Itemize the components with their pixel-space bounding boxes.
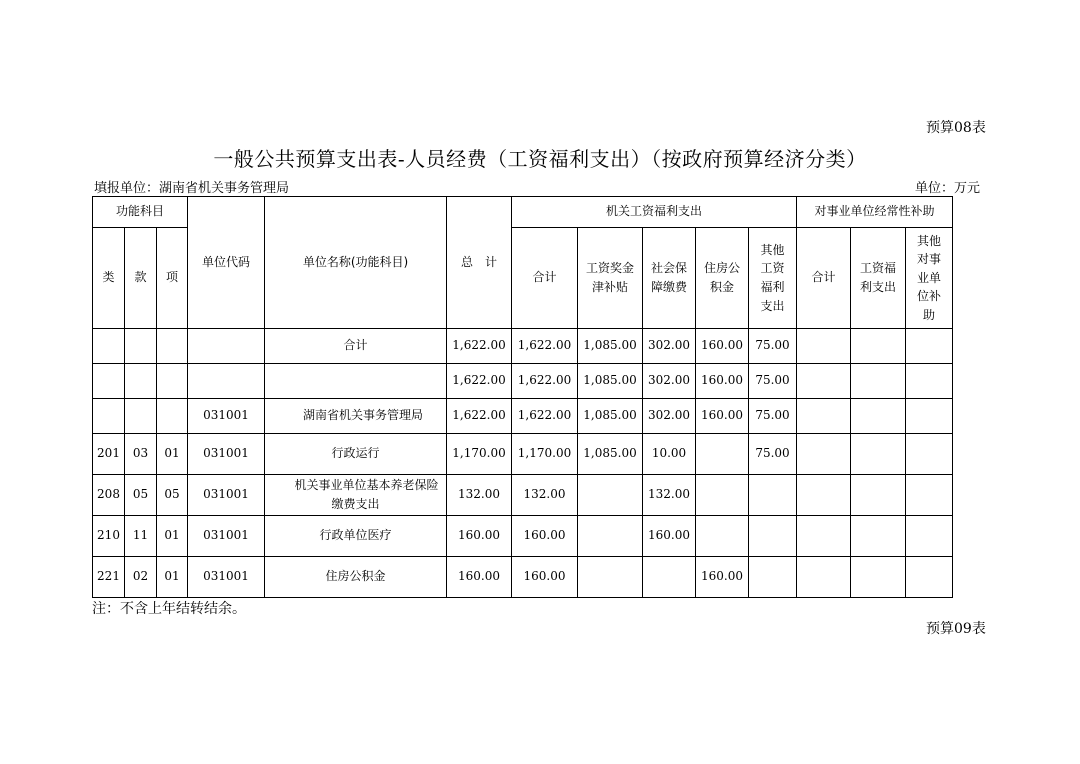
total-cell: 132.00 bbox=[447, 475, 512, 516]
organ-salary-cell: 1,085.00 bbox=[578, 399, 643, 434]
next-form-number: 预算09表 bbox=[926, 621, 986, 637]
organ-group-header: 机关工资福利支出 bbox=[512, 197, 797, 228]
lei-cell: 201 bbox=[93, 434, 125, 475]
inst-other-cell bbox=[906, 399, 953, 434]
organ-salary-cell bbox=[578, 557, 643, 598]
inst-sum-header: 合计 bbox=[797, 228, 851, 329]
organ-social-cell: 302.00 bbox=[643, 364, 696, 399]
inst-group-header: 对事业单位经常性补助 bbox=[797, 197, 953, 228]
organ-salary-cell bbox=[578, 516, 643, 557]
inst-other-header: 其他 对事 业单 位补 助 bbox=[906, 228, 953, 329]
inst-sum-cell bbox=[797, 557, 851, 598]
total-cell: 1,622.00 bbox=[447, 329, 512, 364]
organ-other-cell: 75.00 bbox=[749, 434, 797, 475]
organ-sum-cell: 1,622.00 bbox=[512, 399, 578, 434]
code-cell bbox=[188, 364, 265, 399]
name-cell: 湖南省机关事务管理局 bbox=[265, 399, 447, 434]
total-cell: 1,170.00 bbox=[447, 434, 512, 475]
kuan-cell bbox=[125, 399, 157, 434]
lei-cell: 210 bbox=[93, 516, 125, 557]
organ-other-cell bbox=[749, 557, 797, 598]
inst-sum-cell bbox=[797, 475, 851, 516]
organ-housing-cell bbox=[696, 434, 749, 475]
func-subject-header: 功能科目 bbox=[93, 197, 188, 228]
filing-unit: 填报单位：湖南省机关事务管理局 bbox=[94, 181, 290, 196]
inst-sum-cell bbox=[797, 516, 851, 557]
total-cell: 160.00 bbox=[447, 557, 512, 598]
table-row bbox=[93, 364, 953, 399]
inst-other-cell bbox=[906, 475, 953, 516]
table-row bbox=[93, 516, 953, 557]
code-cell: 031001 bbox=[188, 557, 265, 598]
inst-other-cell bbox=[906, 516, 953, 557]
xiang-cell: 01 bbox=[157, 557, 188, 598]
lei-cell: 208 bbox=[93, 475, 125, 516]
unit-code-header: 单位代码 bbox=[188, 197, 265, 329]
xiang-cell bbox=[157, 329, 188, 364]
organ-housing-cell: 160.00 bbox=[696, 399, 749, 434]
organ-other-cell: 75.00 bbox=[749, 399, 797, 434]
inst-salary-cell bbox=[851, 475, 906, 516]
organ-sum-cell: 1,622.00 bbox=[512, 329, 578, 364]
table-row bbox=[93, 399, 953, 434]
organ-housing-cell: 160.00 bbox=[696, 329, 749, 364]
code-cell: 031001 bbox=[188, 399, 265, 434]
organ-social-header: 社会保 障缴费 bbox=[643, 228, 696, 329]
footnote: 注：不含上年结转结余。 bbox=[92, 601, 246, 617]
organ-housing-cell bbox=[696, 475, 749, 516]
table-row bbox=[93, 475, 953, 516]
table-row bbox=[93, 557, 953, 598]
organ-housing-cell: 160.00 bbox=[696, 557, 749, 598]
form-number: 预算08表 bbox=[926, 120, 986, 136]
kuan-cell: 02 bbox=[125, 557, 157, 598]
inst-salary-cell bbox=[851, 434, 906, 475]
xiang-cell bbox=[157, 364, 188, 399]
kuan-cell: 05 bbox=[125, 475, 157, 516]
lei-cell bbox=[93, 399, 125, 434]
kuan-cell: 11 bbox=[125, 516, 157, 557]
inst-sum-cell bbox=[797, 364, 851, 399]
lei-cell bbox=[93, 329, 125, 364]
organ-other-header: 其他 工资 福利 支出 bbox=[749, 228, 797, 329]
currency-unit: 单位：万元 bbox=[915, 181, 981, 196]
organ-social-cell bbox=[643, 557, 696, 598]
table-row bbox=[93, 329, 953, 364]
xiang-cell: 01 bbox=[157, 434, 188, 475]
organ-salary-cell bbox=[578, 475, 643, 516]
organ-sum-cell: 132.00 bbox=[512, 475, 578, 516]
xiang-cell bbox=[157, 399, 188, 434]
inst-salary-cell bbox=[851, 399, 906, 434]
inst-sum-cell bbox=[797, 434, 851, 475]
name-cell: 行政单位医疗 bbox=[265, 516, 447, 557]
organ-other-cell bbox=[749, 475, 797, 516]
kuan-cell bbox=[125, 364, 157, 399]
xiang-header: 项 bbox=[157, 228, 188, 329]
inst-other-cell bbox=[906, 329, 953, 364]
organ-social-cell: 302.00 bbox=[643, 329, 696, 364]
organ-sum-cell: 160.00 bbox=[512, 516, 578, 557]
inst-salary-cell bbox=[851, 329, 906, 364]
inst-sum-cell bbox=[797, 399, 851, 434]
lei-header: 类 bbox=[93, 228, 125, 329]
organ-salary-header: 工资奖金 津补贴 bbox=[578, 228, 643, 329]
organ-social-cell: 302.00 bbox=[643, 399, 696, 434]
unit-name-header: 单位名称(功能科目) bbox=[265, 197, 447, 329]
total-cell: 1,622.00 bbox=[447, 399, 512, 434]
organ-other-cell: 75.00 bbox=[749, 364, 797, 399]
inst-other-cell bbox=[906, 364, 953, 399]
inst-sum-cell bbox=[797, 329, 851, 364]
organ-other-cell bbox=[749, 516, 797, 557]
inst-salary-cell bbox=[851, 516, 906, 557]
xiang-cell: 01 bbox=[157, 516, 188, 557]
code-cell bbox=[188, 329, 265, 364]
name-cell: 住房公积金 bbox=[265, 557, 447, 598]
name-cell: 机关事业单位基本养老保险缴费支出 bbox=[265, 475, 447, 516]
lei-cell bbox=[93, 364, 125, 399]
organ-sum-cell: 160.00 bbox=[512, 557, 578, 598]
code-cell: 031001 bbox=[188, 434, 265, 475]
kuan-header: 款 bbox=[125, 228, 157, 329]
name-cell: 行政运行 bbox=[265, 434, 447, 475]
xiang-cell: 05 bbox=[157, 475, 188, 516]
organ-housing-cell bbox=[696, 516, 749, 557]
inst-salary-header: 工资福 利支出 bbox=[851, 228, 906, 329]
inst-salary-cell bbox=[851, 557, 906, 598]
code-cell: 031001 bbox=[188, 475, 265, 516]
page-title: 一般公共预算支出表-人员经费（工资福利支出）（按政府预算经济分类） bbox=[213, 147, 867, 171]
organ-other-cell: 75.00 bbox=[749, 329, 797, 364]
inst-other-cell bbox=[906, 434, 953, 475]
code-cell: 031001 bbox=[188, 516, 265, 557]
organ-salary-cell: 1,085.00 bbox=[578, 329, 643, 364]
inst-other-cell bbox=[906, 557, 953, 598]
total-cell: 1,622.00 bbox=[447, 364, 512, 399]
total-header: 总 计 bbox=[447, 197, 512, 329]
name-cell: 合计 bbox=[265, 329, 447, 364]
organ-social-cell: 10.00 bbox=[643, 434, 696, 475]
kuan-cell bbox=[125, 329, 157, 364]
organ-sum-cell: 1,170.00 bbox=[512, 434, 578, 475]
organ-social-cell: 132.00 bbox=[643, 475, 696, 516]
organ-salary-cell: 1,085.00 bbox=[578, 434, 643, 475]
lei-cell: 221 bbox=[93, 557, 125, 598]
organ-sum-header: 合计 bbox=[512, 228, 578, 329]
organ-social-cell: 160.00 bbox=[643, 516, 696, 557]
organ-housing-cell: 160.00 bbox=[696, 364, 749, 399]
organ-sum-cell: 1,622.00 bbox=[512, 364, 578, 399]
budget-table bbox=[92, 196, 953, 598]
name-cell bbox=[265, 364, 447, 399]
organ-salary-cell: 1,085.00 bbox=[578, 364, 643, 399]
total-cell: 160.00 bbox=[447, 516, 512, 557]
organ-housing-header: 住房公 积金 bbox=[696, 228, 749, 329]
table-row bbox=[93, 434, 953, 475]
kuan-cell: 03 bbox=[125, 434, 157, 475]
inst-salary-cell bbox=[851, 364, 906, 399]
